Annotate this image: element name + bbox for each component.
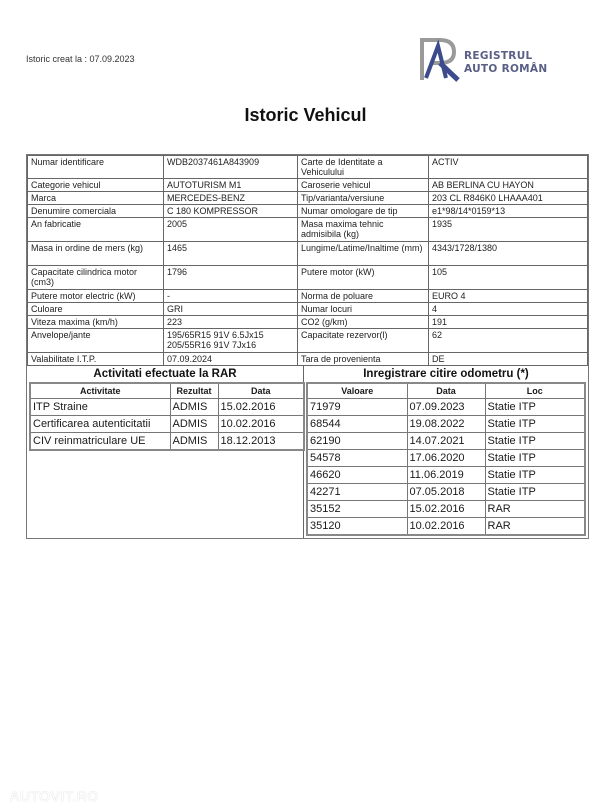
field-label: Carte de Identitate a Vehiculului bbox=[298, 156, 429, 179]
field-value: 4 bbox=[429, 303, 588, 316]
field-value: GRI bbox=[164, 303, 298, 316]
table-cell: 17.06.2020 bbox=[407, 450, 485, 467]
field-label: Putere motor (kW) bbox=[298, 266, 429, 290]
field-value: 1935 bbox=[429, 218, 588, 242]
field-value: 2005 bbox=[164, 218, 298, 242]
table-cell: Statie ITP bbox=[485, 450, 585, 467]
field-label: Numar identificare bbox=[28, 156, 164, 179]
table-cell: RAR bbox=[485, 501, 585, 518]
table-cell: 11.06.2019 bbox=[407, 467, 485, 484]
info-row bbox=[28, 316, 588, 329]
info-row bbox=[28, 179, 588, 192]
table-cell: 54578 bbox=[307, 450, 407, 467]
activities-table bbox=[29, 382, 305, 451]
field-label: CO2 (g/km) bbox=[298, 316, 429, 329]
info-row bbox=[28, 290, 588, 303]
field-label: Capacitate rezervor(l) bbox=[298, 329, 429, 353]
field-label: Norma de poluare bbox=[298, 290, 429, 303]
field-value: C 180 KOMPRESSOR bbox=[164, 205, 298, 218]
logo-line-2: AUTO ROMÂN bbox=[464, 63, 548, 75]
field-value: AUTOTURISM M1 bbox=[164, 179, 298, 192]
field-label: An fabricatie bbox=[28, 218, 164, 242]
field-value: WDB2037461A843909 bbox=[164, 156, 298, 179]
table-cell: 10.02.2016 bbox=[407, 518, 485, 536]
field-value: 07.09.2024 bbox=[164, 353, 298, 366]
col-header: Rezultat bbox=[170, 383, 218, 399]
odometer-title: Inregistrare citire odometru (*) bbox=[363, 368, 529, 380]
info-row bbox=[28, 242, 588, 266]
rar-logo bbox=[418, 36, 558, 82]
table-cell: ADMIS bbox=[170, 399, 218, 416]
table-row bbox=[307, 416, 585, 433]
field-label: Masa in ordine de mers (kg) bbox=[28, 242, 164, 266]
field-label: Capacitate cilindrica motor (cm3) bbox=[28, 266, 164, 290]
field-label: Numar locuri bbox=[298, 303, 429, 316]
table-row bbox=[307, 501, 585, 518]
table-cell: 19.08.2022 bbox=[407, 416, 485, 433]
col-header: Valoare bbox=[307, 383, 407, 399]
table-row bbox=[307, 450, 585, 467]
table-row bbox=[30, 433, 304, 451]
table-cell: 14.07.2021 bbox=[407, 433, 485, 450]
info-row bbox=[28, 303, 588, 316]
info-row bbox=[28, 266, 588, 290]
table-cell: ADMIS bbox=[170, 416, 218, 433]
info-row bbox=[28, 353, 588, 366]
field-label: Categorie vehicul bbox=[28, 179, 164, 192]
page-title: Istoric Vehicul bbox=[244, 105, 367, 125]
table-cell: 42271 bbox=[307, 484, 407, 501]
table-cell: 07.05.2018 bbox=[407, 484, 485, 501]
field-label: Caroserie vehicul bbox=[298, 179, 429, 192]
field-label: Masa maxima tehnic admisibila (kg) bbox=[298, 218, 429, 242]
table-cell: CIV reinmatriculare UE bbox=[30, 433, 170, 451]
field-value: e1*98/14*0159*13 bbox=[429, 205, 588, 218]
info-row bbox=[28, 218, 588, 242]
odometer-section bbox=[304, 366, 588, 538]
vehicle-history-table bbox=[26, 154, 589, 539]
field-label: Tip/varianta/versiune bbox=[298, 192, 429, 205]
field-label: Viteza maxima (km/h) bbox=[28, 316, 164, 329]
field-value: EURO 4 bbox=[429, 290, 588, 303]
vehicle-info-table bbox=[27, 155, 588, 366]
rar-logo-icon bbox=[418, 36, 464, 82]
watermark: AUTOVIT.RO bbox=[10, 788, 99, 804]
field-value: DE bbox=[429, 353, 588, 366]
field-value: 4343/1728/1380 bbox=[429, 242, 588, 266]
field-value: ACTIV bbox=[429, 156, 588, 179]
col-header: Activitate bbox=[30, 383, 170, 399]
table-cell: Certificarea autenticitatii bbox=[30, 416, 170, 433]
table-cell: 07.09.2023 bbox=[407, 399, 485, 416]
table-row bbox=[307, 518, 585, 536]
field-value: 62 bbox=[429, 329, 588, 353]
table-row bbox=[307, 467, 585, 484]
field-value: 195/65R15 91V 6.5Jx15 205/55R16 91V 7Jx16 bbox=[164, 329, 298, 353]
table-cell: RAR bbox=[485, 518, 585, 536]
created-date: Istoric creat la : 07.09.2023 bbox=[26, 54, 135, 64]
table-row bbox=[307, 399, 585, 416]
field-value: 223 bbox=[164, 316, 298, 329]
table-cell: Statie ITP bbox=[485, 467, 585, 484]
field-label: Tara de provenienta bbox=[298, 353, 429, 366]
table-cell: 15.02.2016 bbox=[407, 501, 485, 518]
table-cell: 35152 bbox=[307, 501, 407, 518]
table-cell: Statie ITP bbox=[485, 416, 585, 433]
table-cell: Statie ITP bbox=[485, 399, 585, 416]
table-cell: 46620 bbox=[307, 467, 407, 484]
field-label: Denumire comerciala bbox=[28, 205, 164, 218]
table-row bbox=[307, 484, 585, 501]
col-header: Data bbox=[407, 383, 485, 399]
info-row bbox=[28, 205, 588, 218]
field-label: Numar omologare de tip bbox=[298, 205, 429, 218]
col-header: Data bbox=[218, 383, 304, 399]
field-value: 191 bbox=[429, 316, 588, 329]
field-value: 105 bbox=[429, 266, 588, 290]
activities-section bbox=[27, 366, 304, 538]
field-label: Marca bbox=[28, 192, 164, 205]
odometer-table bbox=[306, 382, 586, 536]
table-cell: 10.02.2016 bbox=[218, 416, 304, 433]
field-value: 203 CL R846K0 LHAAA401 bbox=[429, 192, 588, 205]
field-label: Putere motor electric (kW) bbox=[28, 290, 164, 303]
table-cell: 68544 bbox=[307, 416, 407, 433]
info-row bbox=[28, 329, 588, 353]
field-value: 1465 bbox=[164, 242, 298, 266]
field-value: AB BERLINA CU HAYON bbox=[429, 179, 588, 192]
table-cell: ADMIS bbox=[170, 433, 218, 451]
activities-title: Activitati efectuate la RAR bbox=[93, 368, 237, 380]
table-cell: 35120 bbox=[307, 518, 407, 536]
table-cell: Statie ITP bbox=[485, 433, 585, 450]
field-label: Lungime/Latime/Inaltime (mm) bbox=[298, 242, 429, 266]
table-row bbox=[307, 433, 585, 450]
field-label: Valabilitate I.T.P. bbox=[28, 353, 164, 366]
table-cell: 71979 bbox=[307, 399, 407, 416]
field-value: 1796 bbox=[164, 266, 298, 290]
field-value: MERCEDES-BENZ bbox=[164, 192, 298, 205]
table-cell: ITP Straine bbox=[30, 399, 170, 416]
field-label: Culoare bbox=[28, 303, 164, 316]
table-row bbox=[30, 399, 304, 416]
field-value: - bbox=[164, 290, 298, 303]
info-row bbox=[28, 192, 588, 205]
col-header: Loc bbox=[485, 383, 585, 399]
table-cell: 15.02.2016 bbox=[218, 399, 304, 416]
table-cell: 18.12.2013 bbox=[218, 433, 304, 451]
field-label: Anvelope/jante bbox=[28, 329, 164, 353]
table-row bbox=[30, 416, 304, 433]
table-cell: 62190 bbox=[307, 433, 407, 450]
info-row bbox=[28, 156, 588, 179]
table-cell: Statie ITP bbox=[485, 484, 585, 501]
logo-line-1: REGISTRUL bbox=[464, 50, 533, 62]
